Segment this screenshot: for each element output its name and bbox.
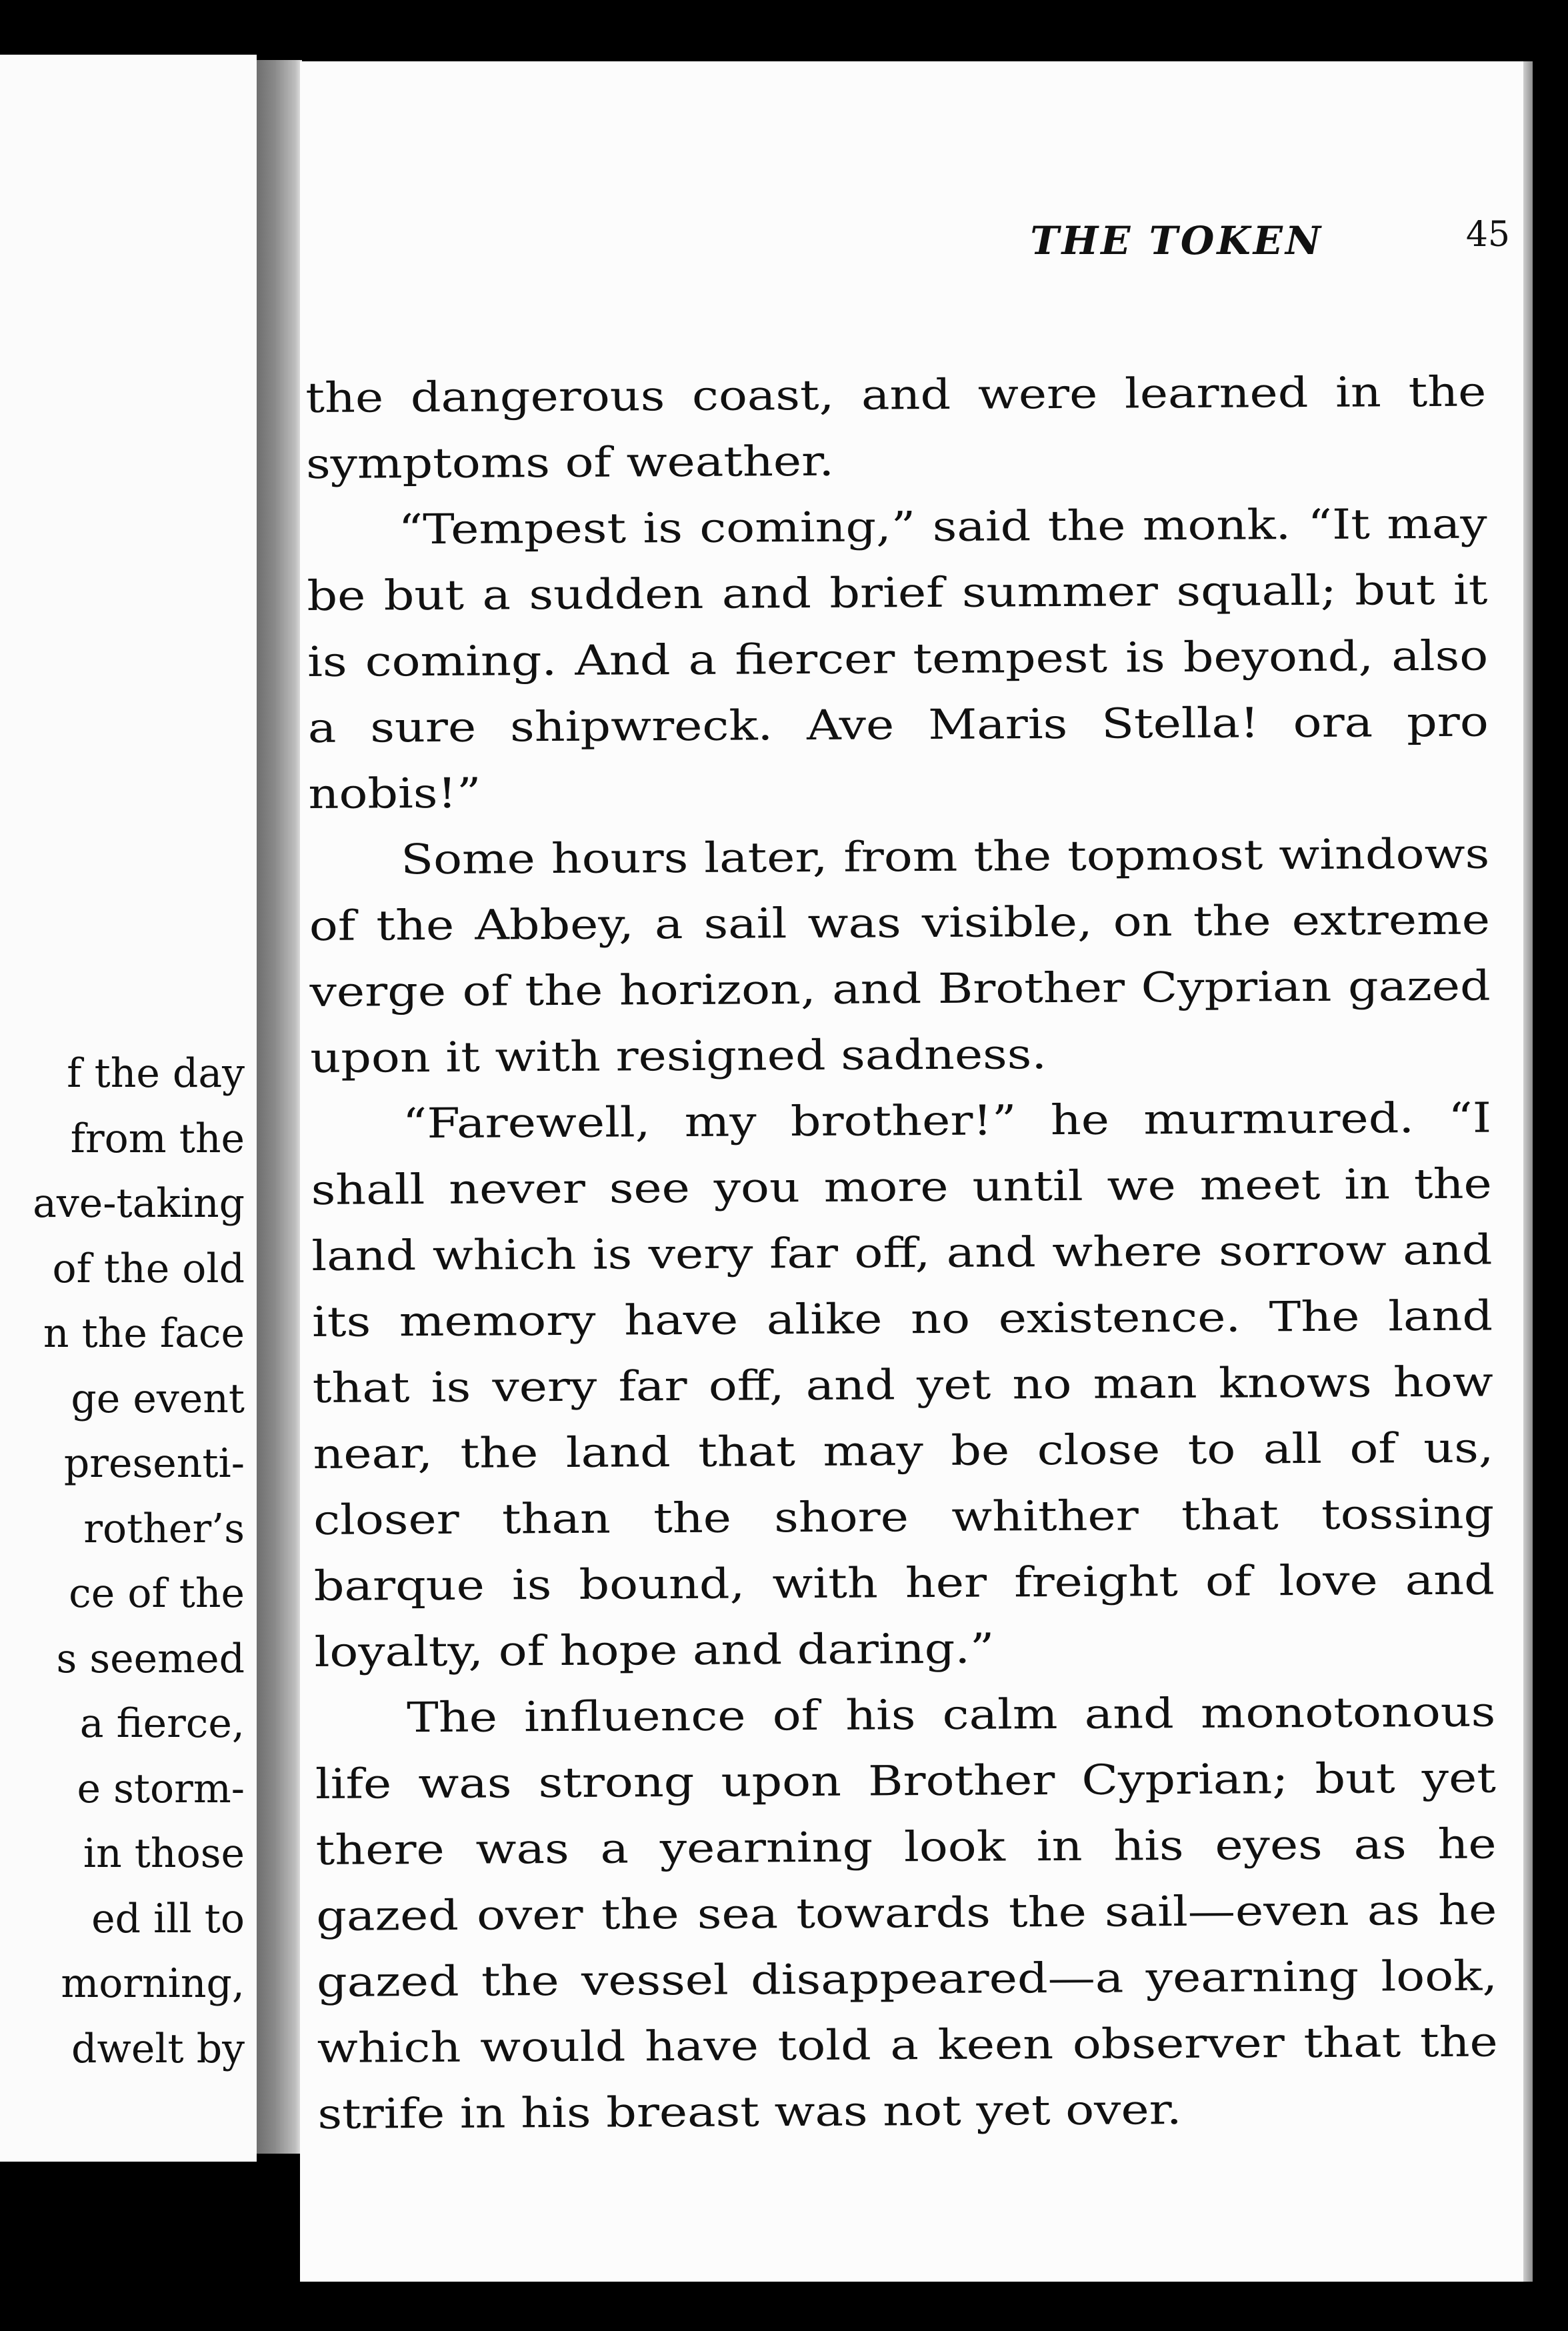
page-number: 45 bbox=[1465, 215, 1510, 255]
left-page bbox=[0, 55, 257, 2162]
left-page-line: ave-taking bbox=[33, 1180, 245, 1227]
left-page-line: n the face bbox=[43, 1310, 245, 1357]
paragraph: “Farewell, my brother!” he murmured. “I shall never see you more until we meet in the land which is very far off, and where sorrow and its memory have alike no existence. The land that is very far off, and yet no man knows how near, the land that may be close to all of us, closer than the shore whither that tossing barque is bound, with her freight of love and loyalty, of hope and daring.” bbox=[311, 1093, 1495, 1676]
left-page-line: s seemed bbox=[56, 1635, 245, 1682]
left-page-line: of the old bbox=[52, 1245, 245, 1292]
left-page-line: f the day bbox=[67, 1050, 245, 1097]
page-edge-shadow bbox=[1523, 61, 1533, 2282]
left-page-line: rother’s bbox=[83, 1505, 245, 1552]
running-head: THE TOKEN bbox=[1030, 218, 1323, 263]
left-page-line: presenti- bbox=[63, 1440, 245, 1487]
left-page-line: e storm- bbox=[77, 1765, 245, 1812]
left-page-line: ge event bbox=[71, 1375, 245, 1422]
right-page bbox=[300, 61, 1527, 2282]
left-page-line: a fierce, bbox=[79, 1700, 245, 1747]
left-page-line: ce of the bbox=[69, 1570, 245, 1617]
body-text bbox=[305, 359, 1499, 2147]
left-page-line: ed ill to bbox=[91, 1895, 245, 1942]
paragraph: “Tempest is coming,” said the monk. “It may be but a sudden and brief summer squall; but it is coming. And a fiercer tempest is beyond, also a sure shipwreck. Ave Maris Stella! ora pro nobis!” bbox=[307, 499, 1489, 818]
left-page-text bbox=[33, 1041, 245, 2082]
left-page-line: from the bbox=[70, 1115, 245, 1162]
left-page-line: morning, bbox=[61, 1960, 245, 2007]
paragraph: Some hours later, from the topmost windows of the Abbey, a sail was visible, on the extreme verge of the horizon, and Brother Cyprian gazed upon it with resigned sadness. bbox=[309, 829, 1491, 1082]
binding-gutter bbox=[257, 60, 302, 2154]
paragraph: the dangerous coast, and were learned in the symptoms of weather. bbox=[305, 367, 1487, 488]
left-page-line: in those bbox=[83, 1830, 245, 1877]
left-page-line: dwelt by bbox=[71, 2025, 245, 2072]
paragraph: The influence of his calm and monotonous life was strong upon Brother Cyprian; but yet there was a yearning look in his eyes as he gazed over the sea towards the sail—even as he gazed the vessel disappeared—a yearning look, which would have told a keen observer that the strife in his breast was not yet over. bbox=[315, 1687, 1498, 2138]
